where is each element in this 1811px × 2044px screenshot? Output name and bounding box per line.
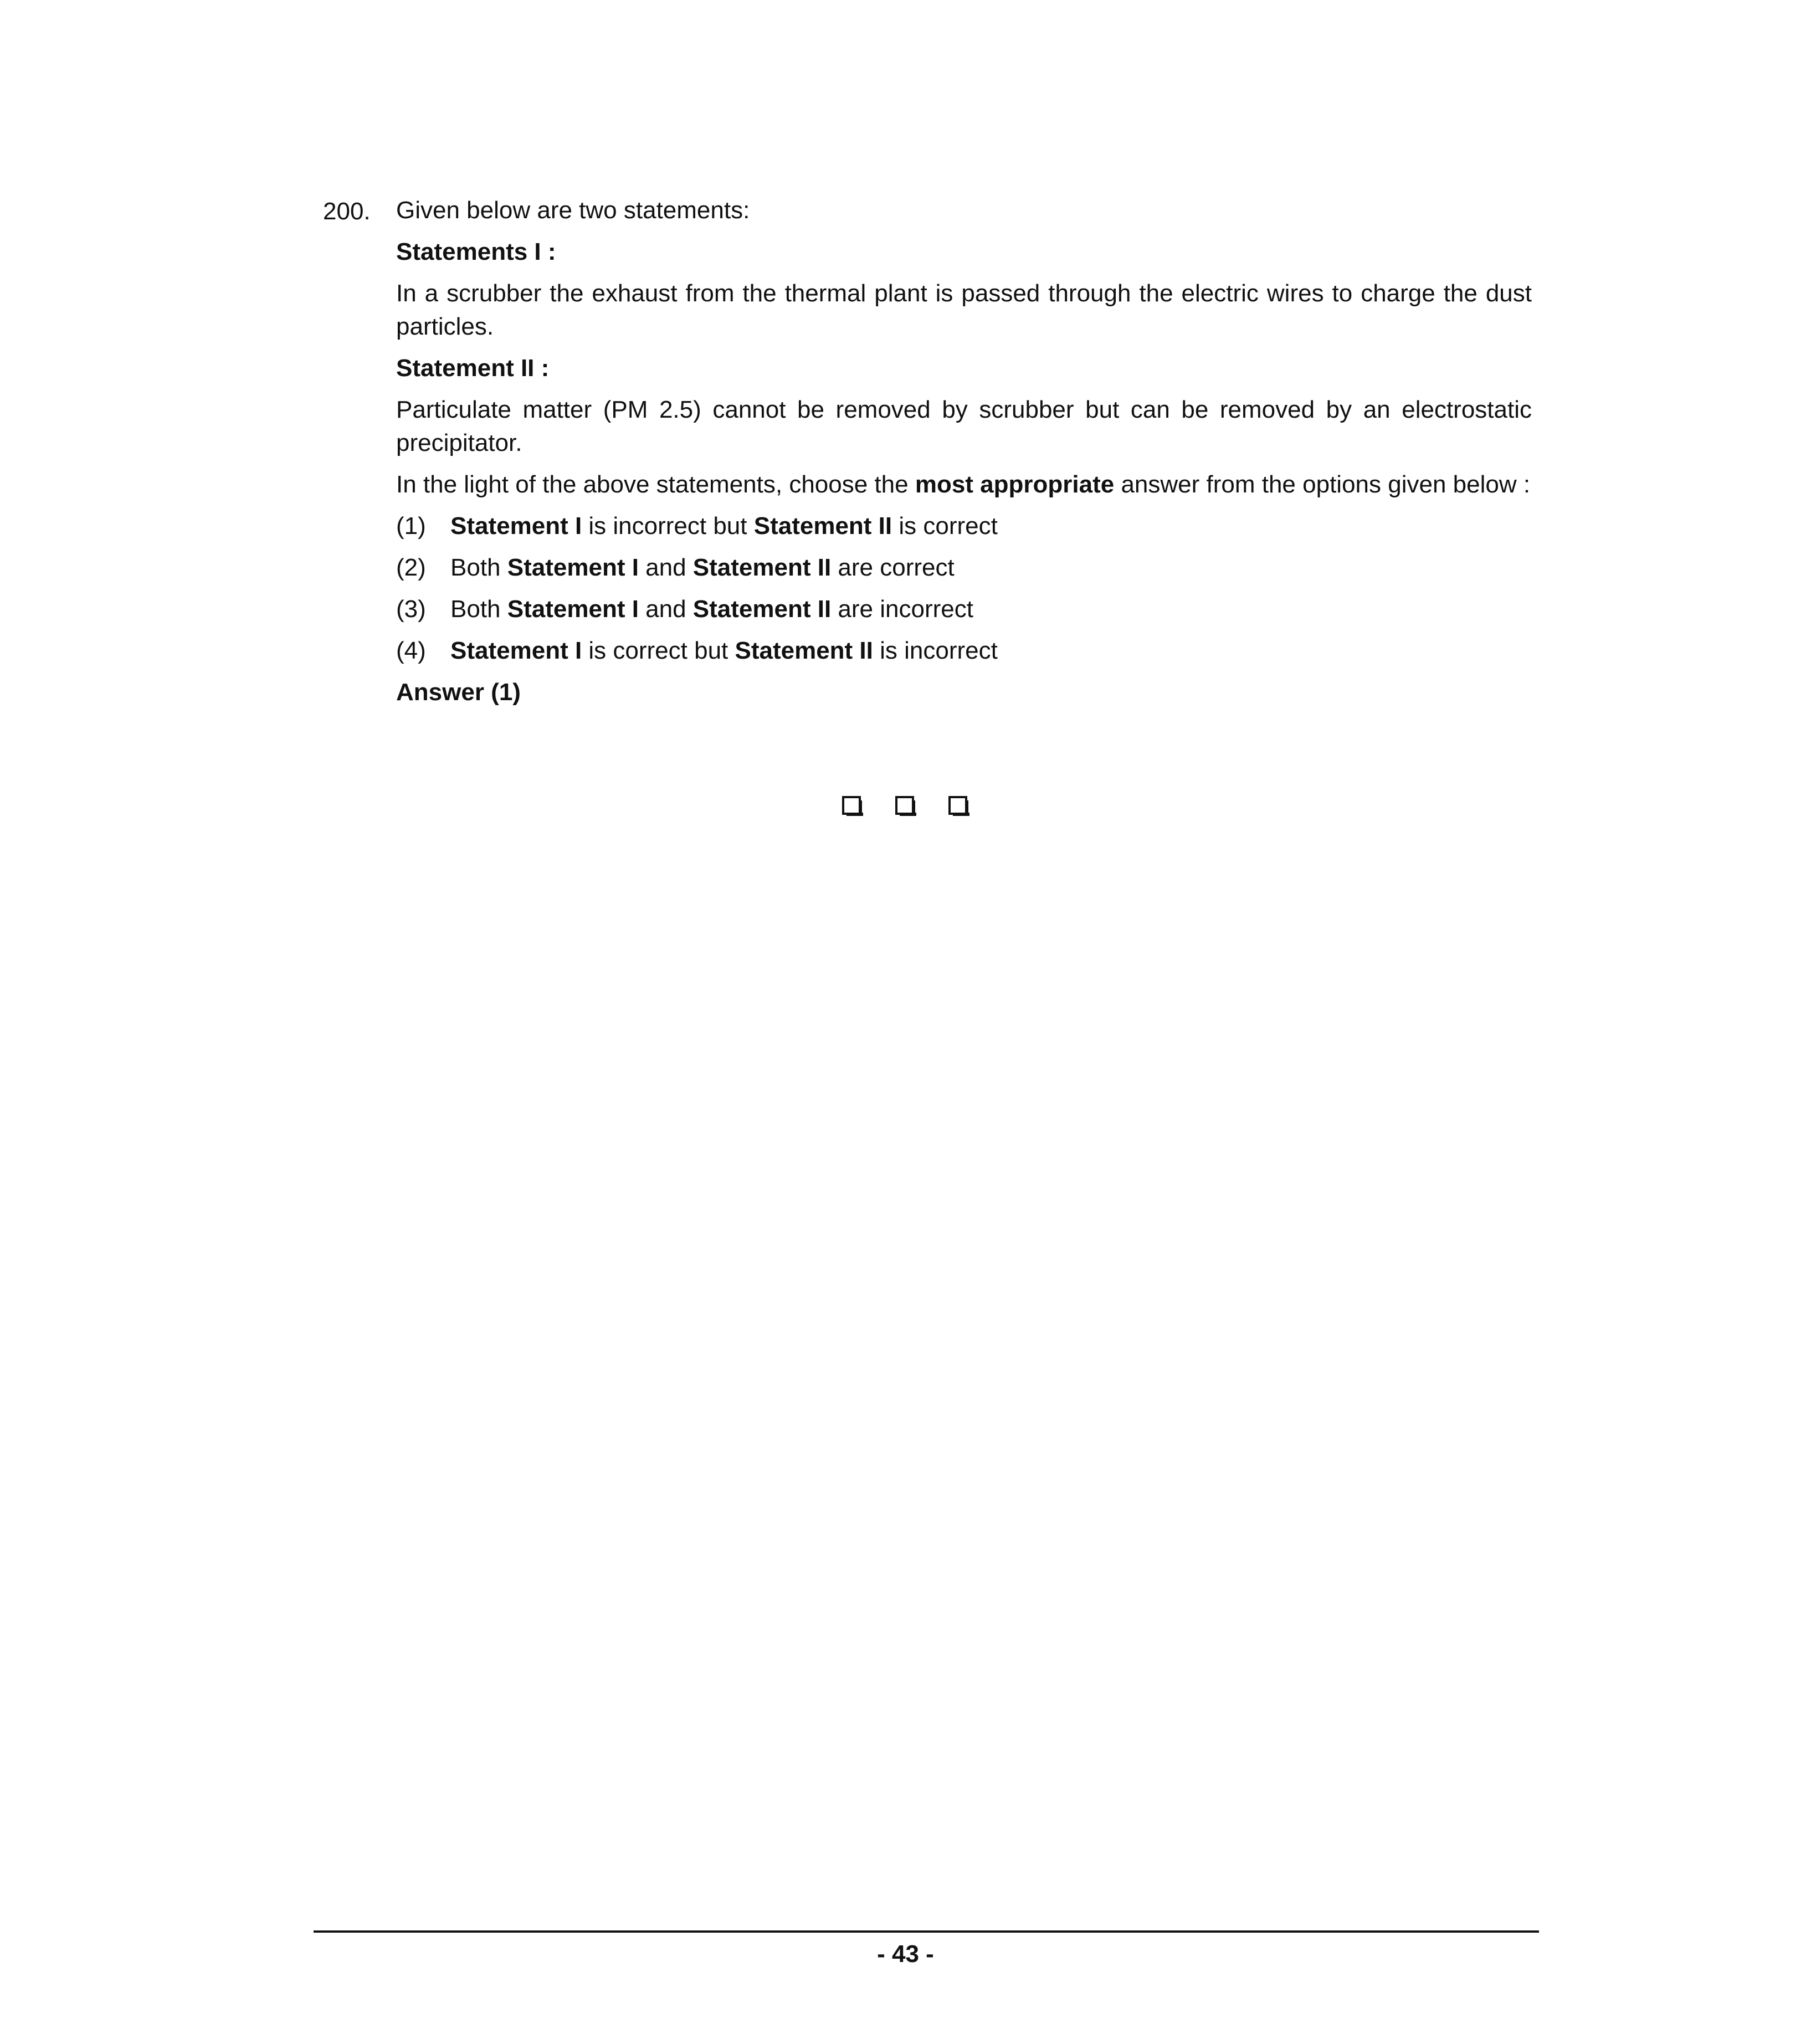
- options-list: [396, 510, 1532, 667]
- option-text-part: and: [638, 554, 693, 581]
- option-text-bold: Statement II: [753, 512, 892, 540]
- option-text-bold: Statement I: [507, 595, 639, 623]
- option-text: [450, 510, 998, 543]
- option-text-bold: Statement I: [450, 637, 582, 664]
- question-body: [396, 194, 1532, 717]
- option-text-bold: Statement II: [692, 554, 832, 581]
- end-marks: [0, 796, 1811, 817]
- square-icon: [948, 796, 969, 817]
- option-text: [450, 593, 973, 626]
- question-number: 200.: [323, 198, 371, 225]
- option-text-part: Both: [450, 554, 507, 581]
- instruction-pre: In the light of the above statements, choose the: [396, 471, 915, 498]
- statement-2-heading: Statement II :: [396, 355, 550, 382]
- option-text-part: is correct but: [582, 637, 735, 664]
- option-text-part: is incorrect but: [582, 512, 754, 540]
- page-number: - 43 -: [877, 1940, 934, 1968]
- question-intro: Given below are two statements:: [396, 197, 750, 224]
- statement-1-text: In a scrubber the exhaust from the thermal plant is passed through the electric wires to charge the dust particles.: [396, 280, 1532, 340]
- instruction-emphasis: most appropriate: [915, 471, 1115, 498]
- option-item: [396, 510, 1532, 543]
- instruction-text: [396, 468, 1532, 501]
- option-text: [450, 551, 955, 584]
- option-number: (3): [396, 595, 426, 623]
- option-item: [396, 634, 1532, 667]
- statement-2-text: Particulate matter (PM 2.5) cannot be removed by scrubber but can be removed by an electrostatic precipitator.: [396, 396, 1532, 456]
- option-text-part: Both: [450, 595, 507, 623]
- option-text-part: is correct: [892, 512, 998, 540]
- option-item: [396, 551, 1532, 584]
- option-text-part: are incorrect: [831, 595, 973, 623]
- option-text-part: are correct: [831, 554, 955, 581]
- square-icon: [842, 796, 863, 817]
- answer-text: Answer (1): [396, 679, 521, 706]
- option-number: (2): [396, 554, 426, 581]
- instruction-post: answer from the options given below :: [1114, 471, 1531, 498]
- square-icon: [895, 796, 916, 817]
- option-text-bold: Statement II: [735, 637, 873, 664]
- option-number: (4): [396, 637, 426, 664]
- option-text-bold: Statement II: [692, 595, 832, 623]
- option-item: [396, 593, 1532, 626]
- footer-divider: [314, 1930, 1539, 1933]
- option-text-part: and: [638, 595, 693, 623]
- option-number: (1): [396, 512, 426, 540]
- option-text-bold: Statement I: [450, 512, 582, 540]
- option-text-part: is incorrect: [873, 637, 998, 664]
- option-text: [450, 634, 998, 667]
- statement-1-heading: Statements I :: [396, 238, 556, 265]
- option-text-bold: Statement I: [507, 554, 639, 581]
